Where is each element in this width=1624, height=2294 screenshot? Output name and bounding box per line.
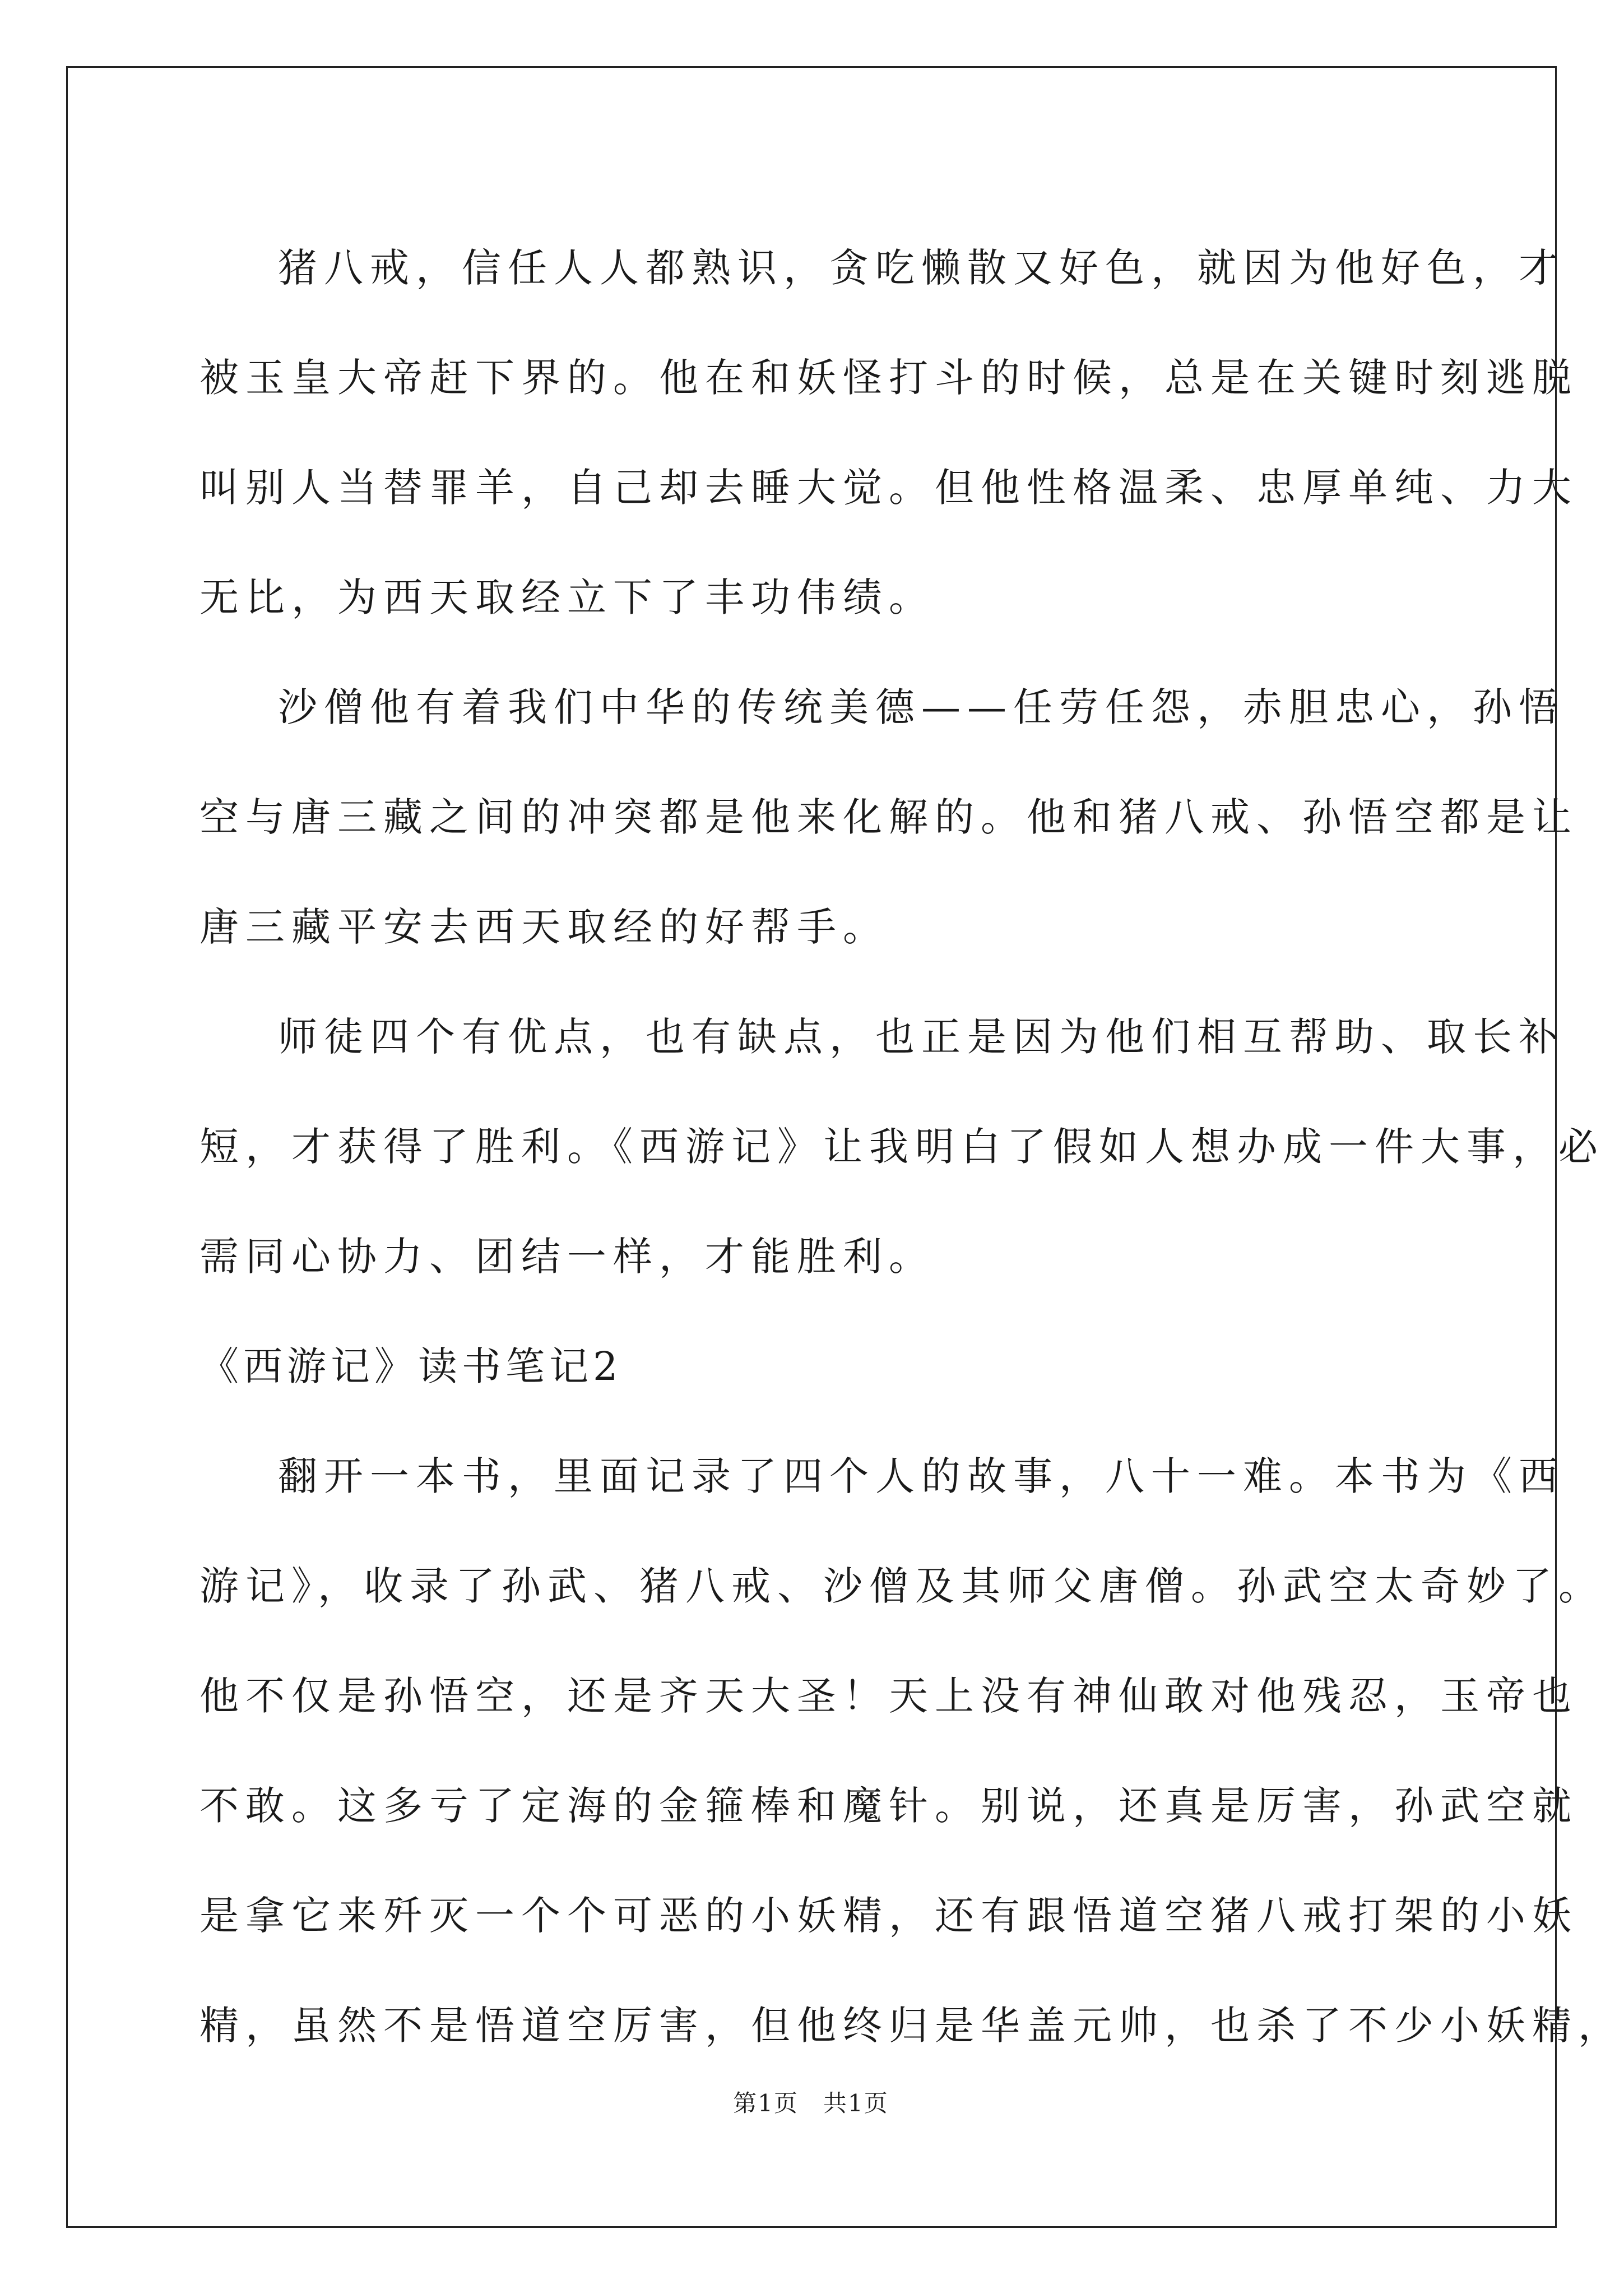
paragraph-line: 沙僧他有着我们中华的传统美德——任劳任怨，赤胆忠心，孙悟 bbox=[278, 684, 1565, 730]
paragraph-line: 需同心协力、团结一样，才能胜利。 bbox=[199, 1234, 935, 1280]
document-body bbox=[199, 213, 1624, 2080]
paragraph-line: 不敢。这多亏了定海的金箍棒和魔针。别说，还真是厉害，孙武空就 bbox=[199, 1783, 1578, 1829]
page-footer: 第1页 共1页 bbox=[733, 2089, 889, 2117]
paragraph-line: 被玉皇大帝赶下界的。他在和妖怪打斗的时候，总是在关键时刻逃脱 bbox=[199, 355, 1578, 401]
section-heading: 《西游记》读书笔记2 bbox=[199, 1343, 623, 1389]
paragraph-line: 短，才获得了胜利。《西游记》让我明白了假如人想办成一件大事，必 bbox=[199, 1124, 1604, 1170]
paragraph-line: 猪八戒，信任人人都熟识，贪吃懒散又好色，就因为他好色，才 bbox=[278, 245, 1565, 291]
paragraph-line: 叫别人当替罪羊，自己却去睡大觉。但他性格温柔、忠厚单纯、力大 bbox=[199, 465, 1578, 511]
paragraph-line: 精，虽然不是悟道空厉害，但他终归是华盖元帅，也杀了不少小妖精， bbox=[199, 2003, 1624, 2049]
paragraph-line: 师徒四个有优点，也有缺点，也正是因为他们相互帮助、取长补 bbox=[278, 1014, 1565, 1060]
paragraph-line: 是拿它来歼灭一个个可恶的小妖精，还有跟悟道空猪八戒打架的小妖 bbox=[199, 1893, 1578, 1939]
paragraph-line: 翻开一本书，里面记录了四个人的故事，八十一难。本书为《西 bbox=[278, 1453, 1565, 1499]
paragraph-line: 空与唐三藏之间的冲突都是他来化解的。他和猪八戒、孙悟空都是让 bbox=[199, 794, 1578, 840]
paragraph-line: 游记》，收录了孙武、猪八戒、沙僧及其师父唐僧。孙武空太奇妙了。 bbox=[199, 1563, 1604, 1609]
paragraph-line: 无比，为西天取经立下了丰功伟绩。 bbox=[199, 574, 935, 620]
paragraph-line: 他不仅是孙悟空，还是齐天大圣！天上没有神仙敢对他残忍，玉帝也 bbox=[199, 1673, 1578, 1719]
paragraph-line: 唐三藏平安去西天取经的好帮手。 bbox=[199, 904, 889, 950]
